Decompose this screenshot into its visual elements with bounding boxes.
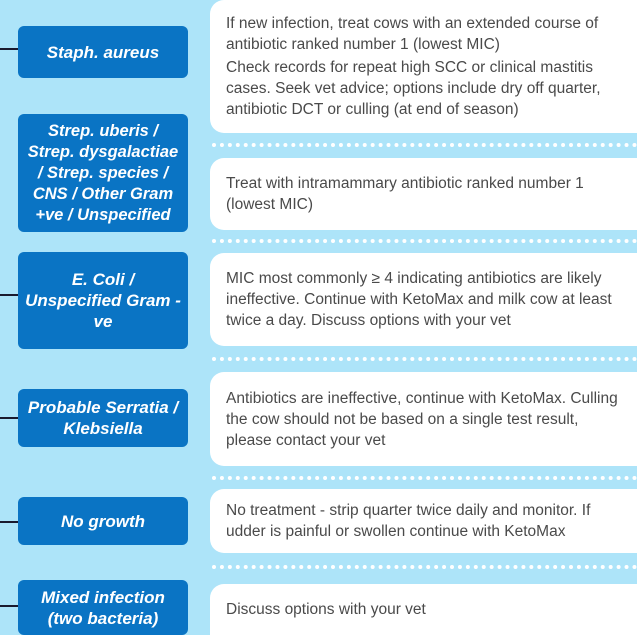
dotted-divider	[212, 357, 637, 361]
organism-label-no-growth	[18, 497, 188, 545]
treatment-text: Check records for repeat high SCC or clinical mastitis cases. Seek vet advice; options include dry off quarter, antibiotic DCT or culling (at end of season)	[226, 59, 601, 118]
treatment-text: Antibiotics are ineffective, continue with KetoMax. Culling the cow should not be based on a single test result, please contact your vet	[226, 389, 618, 449]
treatment-box-serratia	[210, 372, 637, 466]
treatment-text: No treatment - strip quarter twice daily and monitor. If udder is painful or swollen continue with KetoMax	[226, 502, 591, 540]
treatment-text: Discuss options with your vet	[226, 601, 426, 618]
treatment-text: If new infection, treat cows with an extended course of antibiotic ranked number 1 (lowest MIC)	[226, 15, 599, 53]
dotted-divider	[212, 143, 637, 147]
organism-label-text: Strep. uberis / Strep. dysgalactiae / Strep. species / CNS / Other Gram +ve / Unspecified	[27, 121, 179, 224]
connector-line	[0, 417, 18, 419]
organism-label-serratia	[18, 389, 188, 447]
treatment-box-e-coli	[210, 253, 637, 346]
connector-line	[0, 294, 18, 296]
treatment-text: Treat with intramammary antibiotic ranked number 1 (lowest MIC)	[226, 175, 584, 213]
dotted-divider	[212, 476, 637, 480]
treatment-box-no-growth	[210, 489, 637, 553]
organism-label-text: No growth	[60, 511, 146, 531]
treatment-box-staph-aureus	[210, 0, 637, 133]
organism-label-text: Probable Serratia / Klebsiella	[27, 398, 179, 438]
organism-label-strep	[18, 114, 188, 232]
organism-label-e-coli	[18, 252, 188, 349]
connector-line	[0, 48, 18, 50]
treatment-box-strep	[210, 158, 637, 230]
organism-label-mixed-infection	[18, 580, 188, 635]
organism-label-text: Mixed infection (two bacteria)	[41, 587, 165, 628]
organism-label-text: E. Coli / Unspecified Gram -ve	[25, 270, 181, 331]
dotted-divider	[212, 565, 637, 569]
connector-line	[0, 605, 18, 607]
dotted-divider	[212, 239, 637, 243]
organism-label-text: Staph. aureus	[46, 42, 160, 62]
organism-label-staph-aureus	[18, 26, 188, 78]
connector-line	[0, 521, 18, 523]
treatment-text: MIC most commonly ≥ 4 indicating antibiotics are likely ineffective. Continue with KetoMax and milk cow at least twice a day. Discuss options with your vet	[226, 270, 612, 329]
treatment-box-mixed-infection	[210, 584, 637, 635]
